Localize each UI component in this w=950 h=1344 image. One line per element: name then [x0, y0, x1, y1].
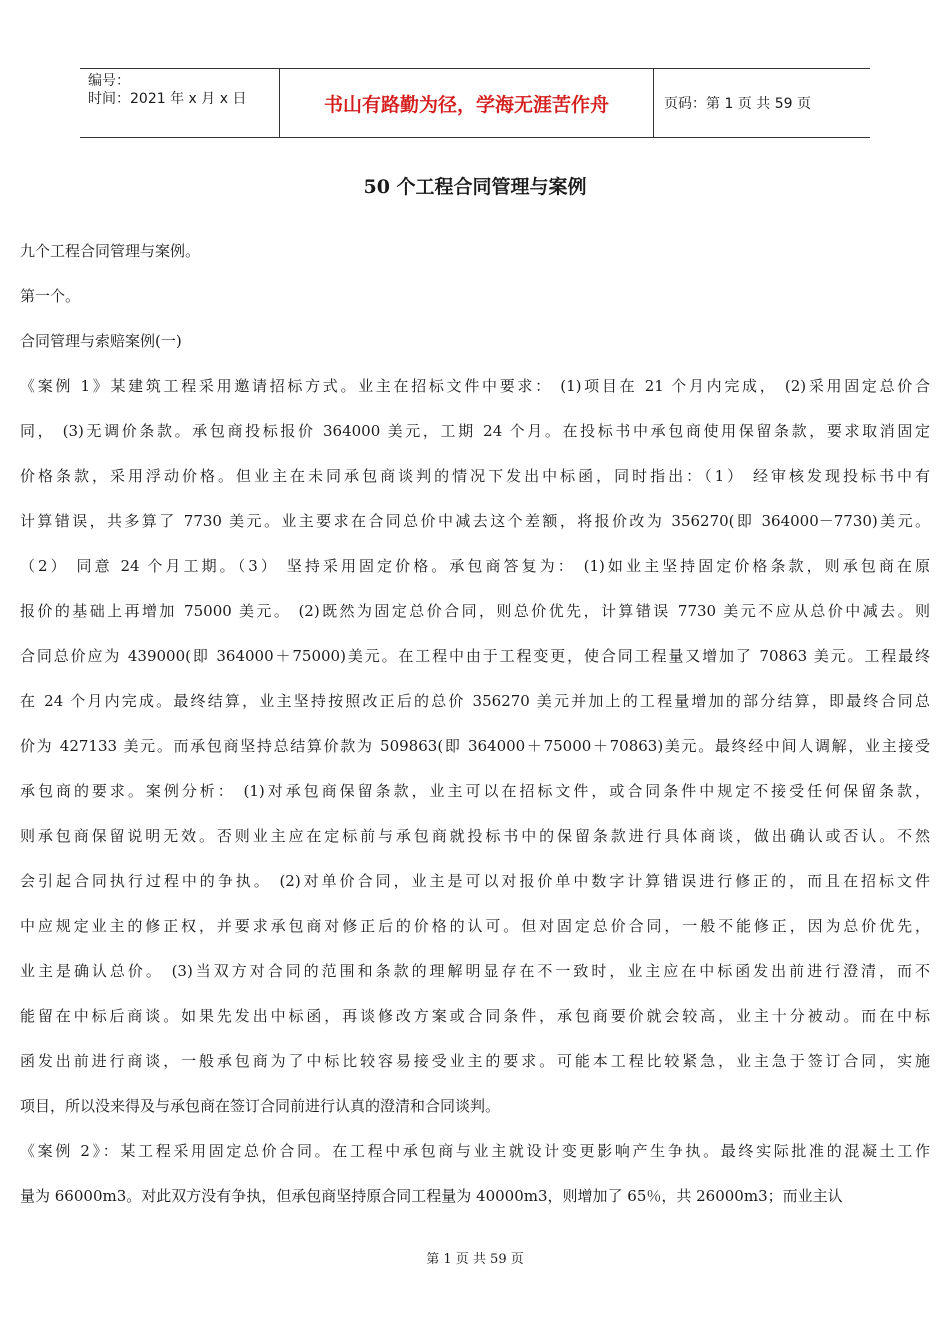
- text-line: 量为 66000m3。对此双方没有争执，但承包商坚持原合同工程量为 40000m3，则增加了 65％，共 26000m3；而业主认: [20, 1187, 843, 1205]
- text-line: 项目，所以没来得及与承包商在签订合同前进行认真的澄清和合同谈判。: [20, 1097, 501, 1115]
- paragraph: [20, 319, 930, 364]
- text-line: 合同管理与索赔案例(一): [20, 332, 182, 350]
- text-line: 在 24 个月内完成。最终结算，业主坚持按照改正后的总价 356270 美元并加上的工程量增加的部分结算，即最终合同总: [20, 692, 930, 710]
- paragraph: [20, 274, 930, 319]
- header-left-cell: [80, 69, 280, 137]
- document-body: [20, 229, 930, 1219]
- number-label: 编号：: [88, 73, 130, 89]
- text-line: 合同总价应为 439000(即 364000＋75000)美元。在工程中由于工程变更，使合同工程量又增加了 70863 美元。工程最终: [20, 647, 930, 665]
- text-line: 则承包商保留说明无效。否则业主应在定标前与承包商就投标书中的保留条款进行具体商谈，做出确认或否认。不然: [20, 827, 930, 845]
- text-line: 九个工程合同管理与案例。: [20, 242, 201, 260]
- paragraph: [20, 229, 930, 274]
- header-table: [80, 68, 870, 138]
- page-info: 页码：第 1 页 共 59 页: [664, 96, 811, 112]
- text-line: 会引起合同执行过程中的争执。 (2)对单价合同，业主是可以对报价单中数字计算错误进行修正的，而且在招标文件: [20, 872, 930, 890]
- time-label: 时间：2021 年 x 月 x 日: [88, 91, 247, 107]
- text-line: 业主是确认总价。 (3)当双方对合同的范围和条款的理解明显存在不一致时，业主应在中标函发出前进行澄清，而不: [20, 962, 930, 980]
- text-line: 价为 427133 美元。而承包商坚持总结算价款为 509863(即 364000＋75000＋70863)美元。最终经中间人调解，业主接受: [20, 737, 930, 755]
- paragraph: [20, 364, 930, 1129]
- text-line: 《案例 2》：某工程采用固定总价合同。在工程中承包商与业主就设计变更影响产生争执。最终实际批准的混凝土工作: [20, 1142, 930, 1160]
- text-line: 同， (3)无调价条款。承包商投标报价 364000 美元，工期 24 个月。在投标书中承包商使用保留条款，要求取消固定: [20, 422, 930, 440]
- text-line: 能留在中标后商谈。如果先发出中标函，再谈修改方案或合同条件，承包商要价就会较高，业主十分被动。而在中标: [20, 1007, 930, 1025]
- text-line: 承包商的要求。案例分析： (1)对承包商保留条款，业主可以在招标文件，或合同条件中规定不接受任何保留条款，: [20, 782, 930, 800]
- text-line: 《案例 1》某建筑工程采用邀请招标方式。业主在招标文件中要求： (1)项目在 21 个月内完成， (2)采用固定总价合: [20, 377, 930, 395]
- paragraph: [20, 1129, 930, 1219]
- text-line: 中应规定业主的修正权，并要求承包商对修正后的价格的认可。但对固定总价合同，一般不能修正，因为总价优先，: [20, 917, 930, 935]
- motto: 书山有路勤为径，学海无涯苦作舟: [280, 69, 654, 137]
- document-title: 50 个工程合同管理与案例: [363, 176, 587, 198]
- text-line: （2） 同意 24 个月工期。（3） 坚持采用固定价格。承包商答复为： (1)如业主坚持固定价格条款，则承包商在原: [20, 557, 930, 575]
- page-footer: 第 1 页 共 59 页: [426, 1252, 524, 1267]
- text-line: 第一个。: [20, 287, 81, 305]
- text-line: 函发出前进行商谈，一般承包商为了中标比较容易接受业主的要求。可能本工程比较紧急，业主急于签订合同，实施: [20, 1052, 930, 1070]
- text-line: 价格条款，采用浮动价格。但业主在未同承包商谈判的情况下发出中标函，同时指出：（1） 经审核发现投标书中有: [20, 467, 930, 485]
- text-line: 计算错误，共多算了 7730 美元。业主要求在合同总价中减去这个差额，将报价改为 356270(即 364000－7730)美元。: [20, 512, 930, 530]
- text-line: 报价的基础上再增加 75000 美元。 (2)既然为固定总价合同，则总价优先，计算错误 7730 美元不应从总价中减去。则: [20, 602, 930, 620]
